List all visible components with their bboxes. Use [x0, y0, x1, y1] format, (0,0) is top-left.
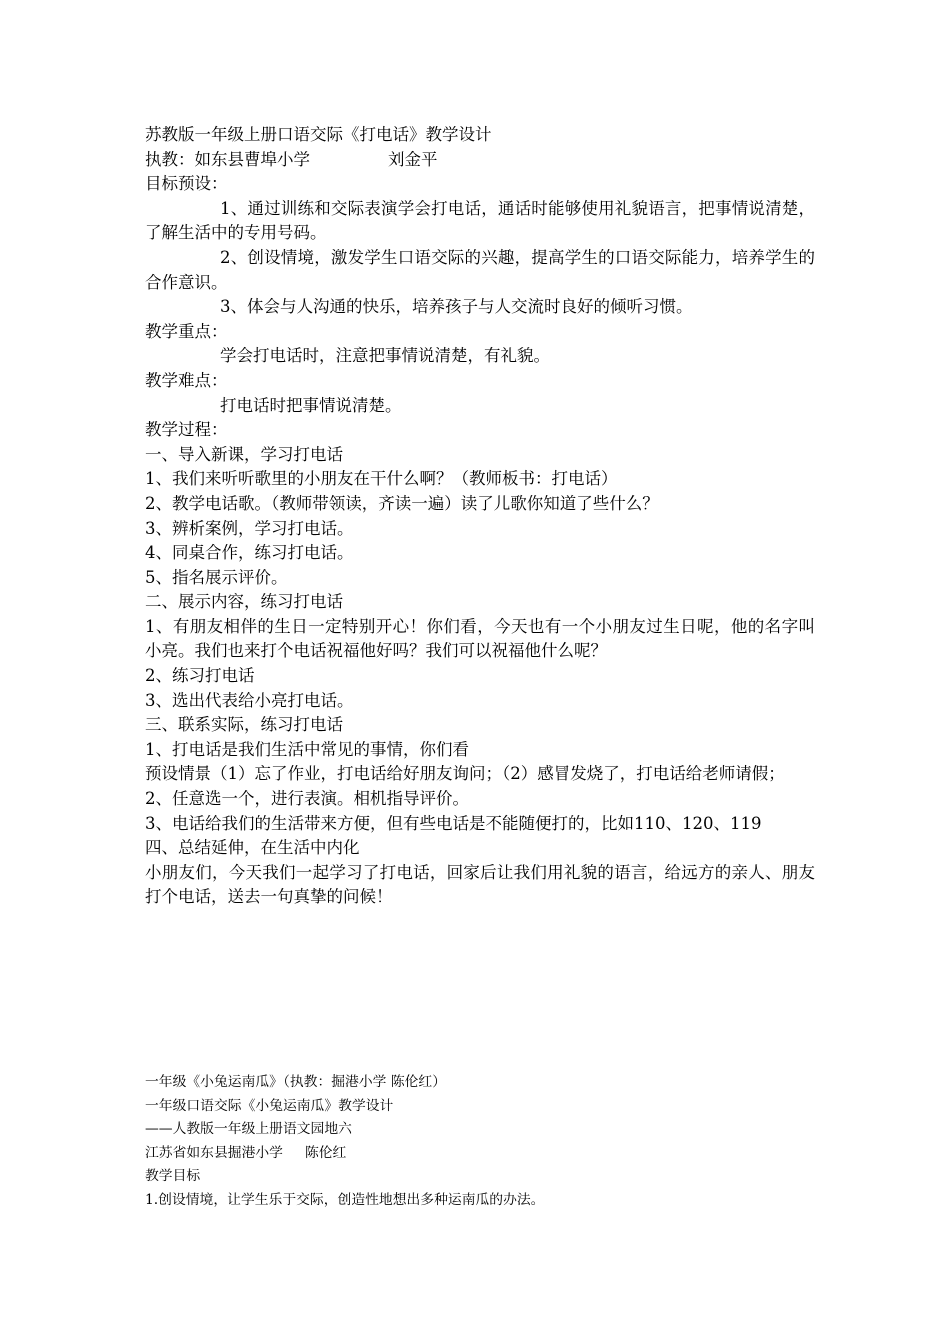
- lesson2-title: 一年级口语交际《小兔运南瓜》教学设计: [145, 1097, 394, 1114]
- key-point-heading: 教学重点：: [145, 321, 228, 341]
- process-step: 5、指名展示评价。: [145, 567, 288, 587]
- lesson2-author: [145, 1142, 815, 1166]
- goals-heading: 目标预设：: [145, 174, 228, 194]
- process-step: 1、我们来听听歌里的小朋友在干什么啊？（教师板书：打电话）: [145, 469, 618, 489]
- lesson2-goals-heading: 教学目标: [145, 1168, 201, 1184]
- lesson2-goal-item: 1.创设情境，让学生乐于交际，创造性地想出多种运南瓜的办法。: [145, 1191, 545, 1208]
- process-step: 2、练习打电话: [145, 666, 255, 686]
- process-section-heading: 三、联系实际，练习打电话: [145, 715, 343, 735]
- teacher-line: [145, 148, 815, 173]
- process-step: 2、教学电话歌。（教师带领读，齐读一遍）读了儿歌你知道了些什么？: [145, 493, 659, 513]
- lesson-plan-xiaotu: [145, 1071, 815, 1212]
- lesson-plan-dadianhua: [145, 123, 815, 910]
- process-section-heading: 一、导入新课，学习打电话: [145, 444, 343, 464]
- lesson2-header: 一年级《小兔运南瓜》（执教：掘港小学 陈伦红）: [145, 1074, 447, 1090]
- teacher-name: 刘金平: [388, 149, 438, 169]
- process-step: 4、同桌合作，练习打电话。: [145, 543, 354, 563]
- lesson2-subtitle: ——人教版一年级上册语文园地六: [145, 1121, 352, 1137]
- lesson-title: 苏教版一年级上册口语交际《打电话》教学设计: [145, 125, 492, 144]
- difficulty-heading: 教学难点：: [145, 370, 228, 390]
- difficulty-text: 打电话时把事情说清楚。: [220, 395, 402, 415]
- author-school: 江苏省如东县掘港小学: [145, 1144, 283, 1161]
- goal-item: 1、通过训练和交际表演学会打电话，通话时能够使用礼貌语言，把事情说清楚，了解生活中的专用号码。: [145, 198, 815, 243]
- goal-item: 2、创设情境，激发学生口语交际的兴趣，提高学生的口语交际能力，培养学生的合作意识。: [145, 247, 815, 292]
- process-step: 3、辨析案例，学习打电话。: [145, 518, 354, 538]
- key-point-text: 学会打电话时，注意把事情说清楚，有礼貌。: [220, 346, 550, 366]
- process-heading: 教学过程：: [145, 420, 228, 440]
- process-step: 小朋友们，今天我们一起学习了打电话，回家后让我们用礼貌的语言，给远方的亲人、朋友打个电话，送去一句真挚的问候！: [145, 862, 815, 907]
- process-section-heading: 二、展示内容，练习打电话: [145, 592, 343, 612]
- process-step: 1、有朋友相伴的生日一定特别开心！你们看，今天也有一个小朋友过生日呢，他的名字叫小亮。我们也来打个电话祝福他好吗？我们可以祝福他什么呢？: [145, 616, 815, 661]
- process-step: 3、选出代表给小亮打电话。: [145, 690, 354, 710]
- goal-item: 3、体会与人沟通的快乐，培养孩子与人交流时良好的倾听习惯。: [220, 297, 693, 317]
- process-step: 3、电话给我们的生活带来方便，但有些电话是不能随便打的，比如110、120、119: [145, 813, 762, 833]
- teacher-school: 执教：如东县曹埠小学: [145, 149, 310, 169]
- author-name: 陈伦红: [304, 1144, 347, 1161]
- process-step: 预设情景（1）忘了作业，打电话给好朋友询问；（2）感冒发烧了，打电话给老师请假；: [145, 764, 785, 784]
- process-step: 1、打电话是我们生活中常见的事情，你们看: [145, 739, 469, 759]
- process-step: 2、任意选一个，进行表演。相机指导评价。: [145, 789, 469, 809]
- process-section-heading: 四、总结延伸，在生活中内化: [145, 838, 360, 858]
